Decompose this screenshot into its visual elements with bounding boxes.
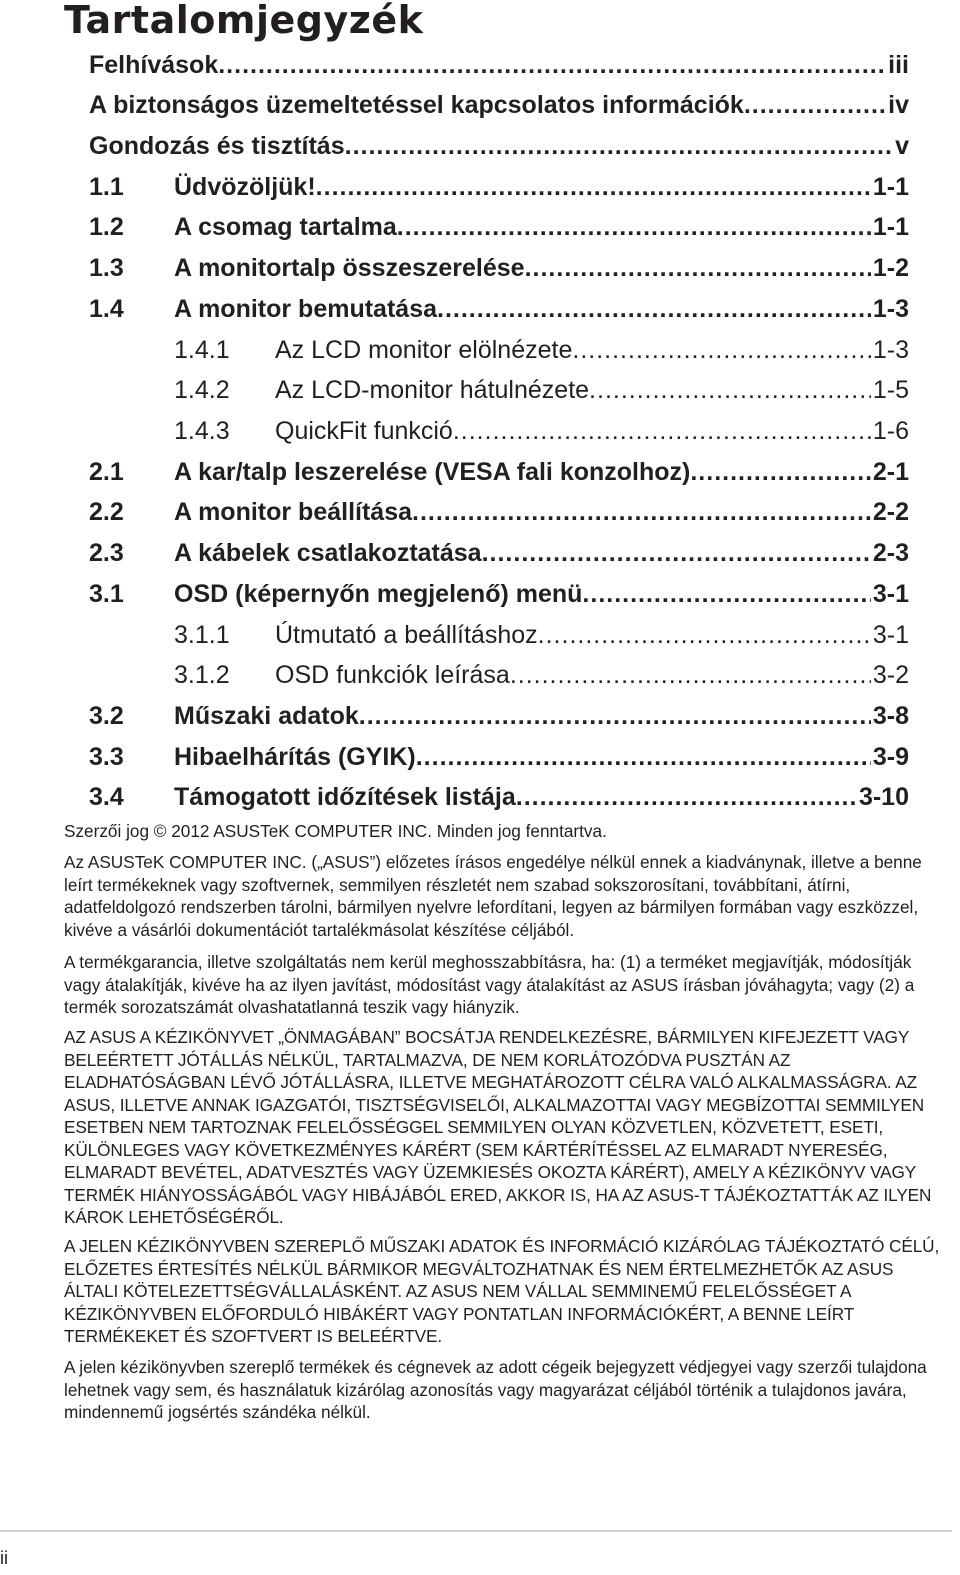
toc-leader-dots: [412, 495, 871, 529]
toc-entry-number: 3.4: [89, 783, 124, 811]
toc-subentry[interactable]: [174, 333, 909, 367]
toc-entry[interactable]: [89, 251, 909, 285]
toc-entry[interactable]: [89, 455, 909, 489]
toc-entry-page: 1-1: [872, 173, 909, 201]
toc-entry[interactable]: [89, 210, 909, 244]
toc-entry-page: iv: [888, 91, 909, 119]
toc-leader-dots: [359, 699, 871, 733]
toc-entry-title: Az LCD monitor elölnézete: [275, 336, 573, 364]
toc-entry-title: Hibaelhárítás (GYIK): [174, 743, 416, 771]
toc-entry-number: 1.3: [89, 254, 124, 282]
toc-entry-page: 3-8: [872, 702, 909, 730]
toc-entry-title: A csomag tartalma: [174, 213, 397, 241]
toc-entry-number: 3.1.1: [174, 621, 230, 649]
toc-entry-title: A monitor bemutatása: [174, 295, 438, 323]
legal-paragraph: A termékgarancia, illetve szolgáltatás nem kerül meghosszabbításra, ha: (1) a terméket megjavítják, módosítják vagy átalakítják, kivéve ha az ilyen javítást, módosítást vagy átalakítást az ASUS írásban jóváhagyta; vagy (2) a termék sorozatszámát olvashatatlanná teszik vagy hiányzik.: [64, 952, 915, 1017]
toc-entry[interactable]: [89, 170, 909, 204]
toc-entry[interactable]: [89, 536, 909, 570]
page-number: ii: [0, 1548, 8, 1568]
toc-entry-number: 2.3: [89, 539, 124, 567]
toc-entry-page: 1-2: [872, 254, 909, 282]
toc-entry-number: 3.2: [89, 702, 124, 730]
toc-leader-dots: [589, 373, 871, 407]
page-title: Tartalomjegyzék: [64, 0, 424, 42]
toc-entry-title: A monitor beállítása: [174, 498, 413, 526]
toc-entry-title: Támogatott időzítések listája: [174, 783, 516, 811]
toc-entry[interactable]: [89, 699, 909, 733]
toc-entry-title: A biztonságos üzemeltetéssel kapcsolatos információk: [89, 91, 744, 119]
toc-entry-number: 1.4.3: [174, 417, 230, 445]
toc-entry-title: A kar/talp leszerelése (VESA fali konzolhoz): [174, 458, 691, 486]
toc-entry-title: Műszaki adatok: [174, 702, 359, 730]
trademark-paragraph: A jelen kézikönyvben szereplő termékek és cégnevek az adott cégeik bejegyzett védjegyei vagy szerzői tulajdona lehetnek vagy sem, és használatuk kizárólag azonosítás vagy magyarázat céljából történik a tulajdonos javára, mindennemű jogsértés szándéka nélkül.: [64, 1357, 927, 1422]
toc-leader-dots: [516, 780, 857, 814]
toc-entry-page: 3-9: [872, 743, 909, 771]
toc-leader-dots: [416, 740, 871, 774]
toc-entry-title: Gondozás és tisztítás: [89, 132, 345, 160]
toc-entry[interactable]: [89, 88, 909, 122]
toc-entry-number: 1.4.1: [174, 336, 230, 364]
toc-entry-page: iii: [888, 51, 909, 79]
toc-leader-dots: [437, 292, 871, 326]
toc-leader-dots: [397, 210, 871, 244]
toc-entry-number: 1.4.2: [174, 376, 230, 404]
toc-leader-dots: [538, 618, 871, 652]
toc-entry-page: v: [895, 132, 909, 160]
toc-entry-title: A kábelek csatlakoztatása: [174, 539, 482, 567]
toc-leader-dots: [510, 658, 871, 692]
toc-leader-dots: [482, 536, 871, 570]
toc-leader-dots: [218, 48, 886, 82]
toc-entry-page: 2-3: [872, 539, 909, 567]
toc-entry[interactable]: [89, 495, 909, 529]
toc-entry-page: 1-5: [872, 376, 909, 404]
toc-entry-number: 3.3: [89, 743, 124, 771]
toc-leader-dots: [525, 251, 871, 285]
toc-subentry[interactable]: [174, 373, 909, 407]
toc-entry-title: OSD (képernyőn megjelenő) menü: [174, 580, 583, 608]
footer-divider: [0, 1530, 952, 1532]
toc-entry-title: Felhívások: [89, 51, 219, 79]
toc-leader-dots: [345, 129, 893, 163]
toc-entry-page: 2-1: [872, 458, 909, 486]
toc-subentry[interactable]: [174, 618, 909, 652]
toc-entry-page: 3-1: [872, 621, 909, 649]
disclaimer-paragraph: AZ ASUS A KÉZIKÖNYVET „ÖNMAGÁBAN” BOCSÁTJA RENDELKEZÉSRE, BÁRMILYEN KIFEJEZETT VAGY BELEÉRTETT JÓTÁLLÁS NÉLKÜL, TARTALMAZVA, DE NEM KORLÁTOZÓDVA PUSZTÁN AZ ELADHATÓSÁGBAN LÉVŐ JÓTÁLLÁSRA, ILLETVE MEGHATÁROZOTT CÉLRA VALÓ ALKALMASSÁGRA. AZ ASUS, ILLETVE ANNAK IGAZGATÓI, TISZTSÉGVISELŐI, ALKALMAZOTTAI VAGY MEGBÍZOTTAI SEMMILYEN ESETBEN NEM TARTOZNAK FELELŐSSÉGGEL SEMMILYEN OLYAN KÖZVETLEN, KÖZVETETT, ESETI, KÜLÖNLEGES VAGY KÖVETKEZMÉNYES KÁRÉRT (SEM KÁRTÉRÍTÉSSEL AZ ELMARADT NYERESÉG, ELMARADT BEVÉTEL, ADATVESZTÉS VAGY ÜZEMKIESÉS OKOZTA KÁRÉRT), AMELY A KÉZIKÖNYV VAGY TERMÉK HIÁNYOSSÁGÁBÓL VAGY HIBÁJÁBÓL ERED, AKKOR IS, HA AZ ASUS-T TÁJÉKOZTATTÁK AZ ILYEN KÁROK LEHETŐSÉGÉRŐL.: [64, 1027, 932, 1227]
disclaimer-paragraph: A JELEN KÉZIKÖNYVBEN SZEREPLŐ MŰSZAKI ADATOK ÉS INFORMÁCIÓ KIZÁRÓLAG TÁJÉKOZTATÓ CÉLÚ, ELŐZETES ÉRTESÍTÉS NÉLKÜL BÁRMIKOR MEGVÁLTOZHATNAK ÉS NEM ÉRTELMEZHETŐK AZ ASUS ÁLTALI KÖTELEZETTSÉGVÁLLALÁSKÉNT. AZ ASUS NEM VÁLLAL SEMMINEMŰ FELELŐSSÉGET A KÉZIKÖNYVBEN ELŐFORDULÓ HIBÁKÉRT VAGY PONTATLAN INFORMÁCIÓKÉRT, A BENNE LEÍRT TERMÉKEKET ÉS SZOFTVERT IS BELEÉRTVE.: [64, 1236, 940, 1346]
toc-entry-page: 3-1: [872, 580, 909, 608]
toc-entry-page: 2-2: [872, 498, 909, 526]
toc-entry[interactable]: [89, 292, 909, 326]
toc-leader-dots: [572, 333, 870, 367]
toc-entry[interactable]: [89, 129, 909, 163]
toc-entry-title: A monitortalp összeszerelése: [174, 254, 525, 282]
toc-entry-number: 1.1: [89, 173, 124, 201]
toc-entry-page: 3-10: [858, 783, 909, 811]
toc-entry-number: 3.1.2: [174, 661, 230, 689]
toc-entry[interactable]: [89, 780, 909, 814]
toc-leader-dots: [744, 88, 886, 122]
toc-entry-page: 3-2: [872, 661, 909, 689]
toc-leader-dots: [453, 414, 871, 448]
toc-subentry[interactable]: [174, 414, 909, 448]
toc-entry-page: 1-3: [872, 336, 909, 364]
copyright-line: Szerzői jog © 2012 ASUSTeK COMPUTER INC. Minden jog fenntartva.: [64, 821, 607, 841]
toc-entry[interactable]: [89, 48, 909, 82]
toc-entry-title: OSD funkciók leírása: [275, 661, 510, 689]
toc-leader-dots: [690, 455, 871, 489]
toc-subentry[interactable]: [174, 658, 909, 692]
toc-entry-number: 2.2: [89, 498, 124, 526]
toc-entry-page: 1-1: [872, 213, 909, 241]
legal-paragraph: Az ASUSTeK COMPUTER INC. („ASUS”) előzetes írásos engedélye nélkül ennek a kiadványnak, illetve a benne leírt termékeknek vagy szoftvernek, semmilyen részletét nem szabad sokszorosítani, továbbítani, átírni, adatfeldolgozó rendszerben tárolni, bármilyen nyelvre lefordítani, legyen az bármilyen formában vagy eszközzel, kivéve a vásárlói dokumentációt tartalékmásolat készítése céljából.: [64, 852, 922, 940]
toc-entry-title: Üdvözöljük!: [174, 173, 316, 201]
toc-entry-number: 3.1: [89, 580, 124, 608]
toc-leader-dots: [582, 577, 870, 611]
toc-leader-dots: [316, 170, 871, 204]
toc-entry-page: 1-6: [872, 417, 909, 445]
toc-entry-number: 2.1: [89, 458, 124, 486]
toc-entry-number: 1.4: [89, 295, 124, 323]
toc-entry-title: QuickFit funkció: [275, 417, 453, 445]
toc-entry[interactable]: [89, 740, 909, 774]
toc-entry[interactable]: [89, 577, 909, 611]
toc-entry-title: Az LCD-monitor hátulnézete: [275, 376, 590, 404]
toc-entry-number: 1.2: [89, 213, 124, 241]
toc-entry-page: 1-3: [872, 295, 909, 323]
toc-entry-title: Útmutató a beállításhoz: [275, 621, 538, 649]
